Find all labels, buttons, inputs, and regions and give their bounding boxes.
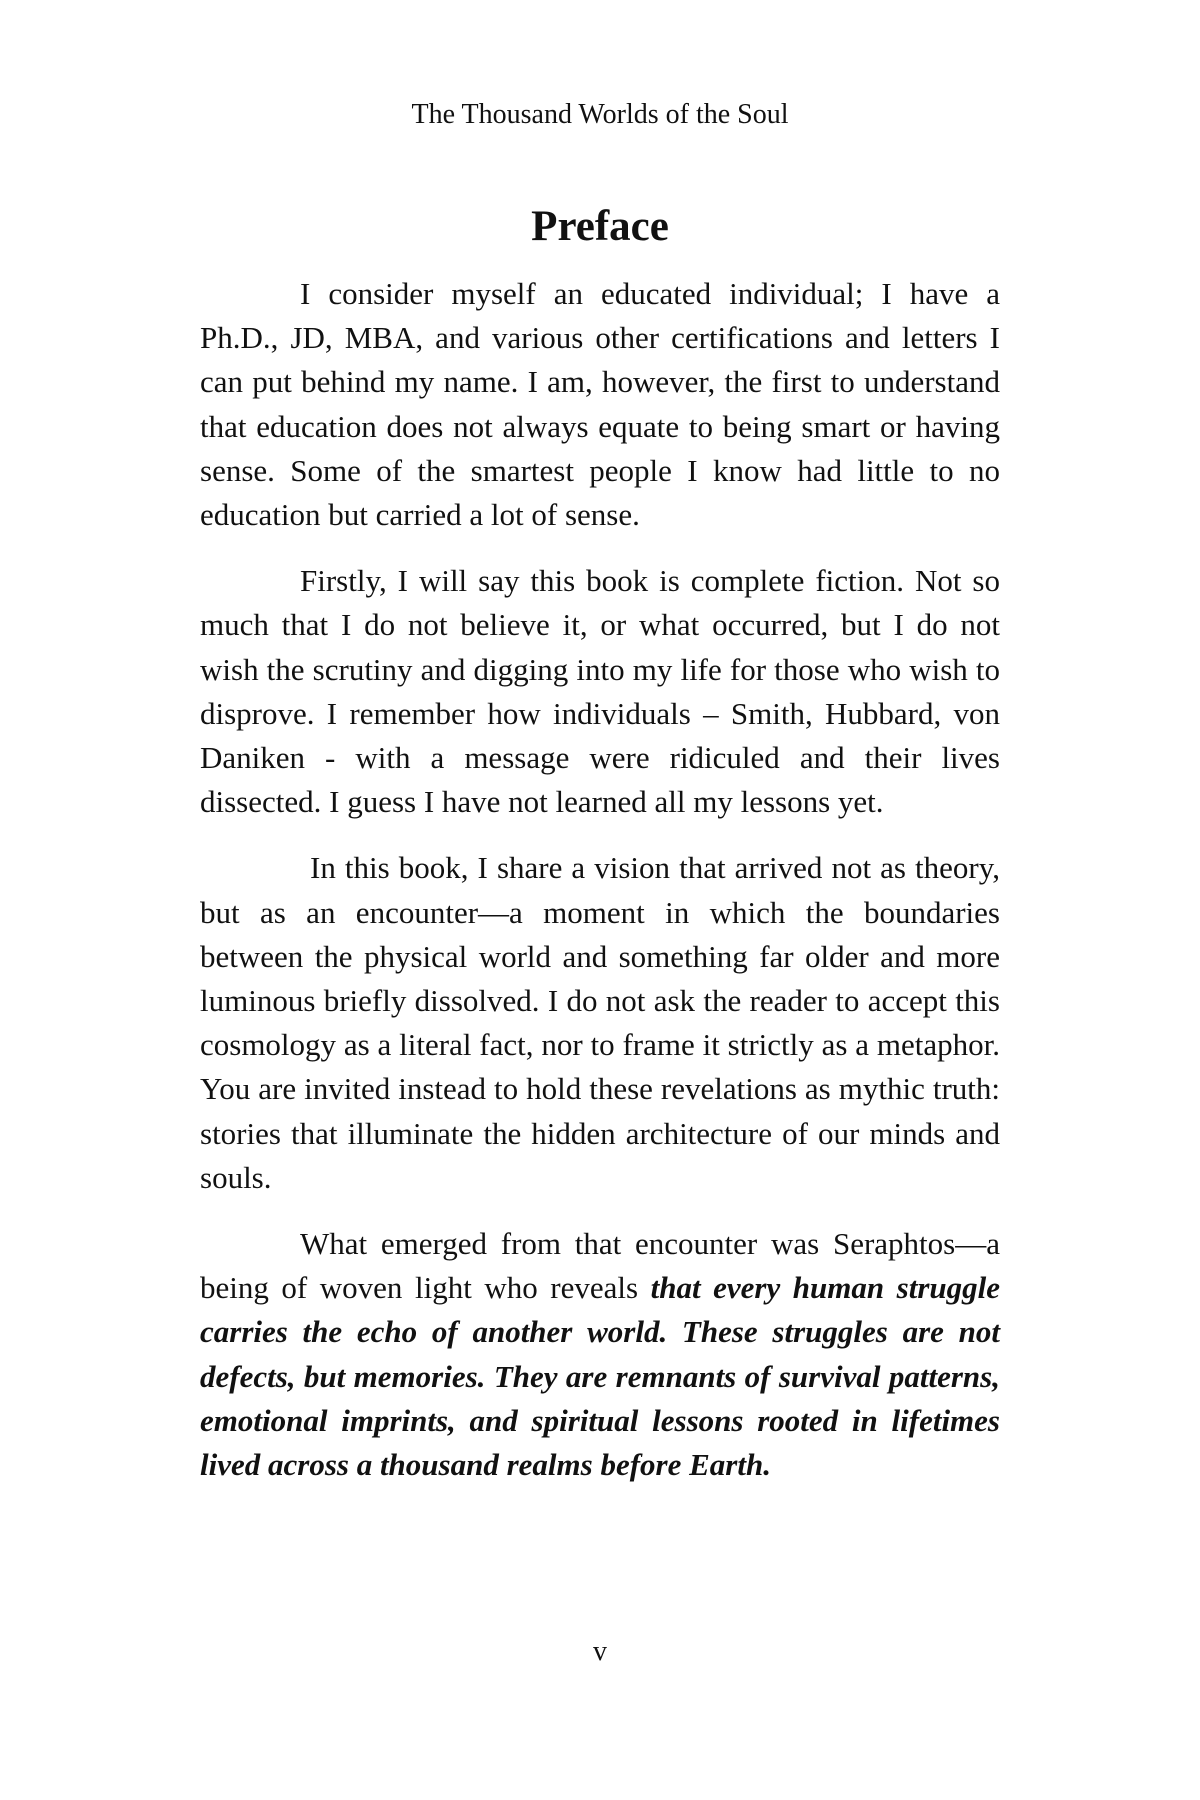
paragraph-4-emphasis: that every human struggle carries the echo of another world. These struggles are not defects, but memories. They are remnants of survival patterns, emotional imprints, and spiritual lessons rooted in lifetimes lived across a thousand realms before Earth.	[200, 1270, 1000, 1483]
chapter-title: Preface	[531, 203, 669, 250]
paragraph-2: Firstly, I will say this book is complete fiction. Not so much that I do not believe it, or what occurred, but I do not wish the scrutiny and digging into my life for those who wish to disprove. I remember how individuals – Smith, Hubbard, von Daniken - with a message were ridiculed and their lives dissected. I guess I have not learned all my lessons yet.	[200, 563, 1000, 820]
paragraph-3: In this book, I share a vision that arrived not as theory, but as an encounter—a moment in which the boundaries between the physical world and something far older and more luminous briefly dissolved. I do not ask the reader to accept this cosmology as a literal fact, nor to frame it strictly as a metaphor. You are invited instead to hold these revelations as mythic truth: stories that illuminate the hidden architecture of our minds and souls.	[200, 850, 1000, 1195]
paragraph-1: I consider myself an educated individual; I have a Ph.D., JD, MBA, and various other certifications and letters I can put behind my name. I am, however, the first to understand that education does not always equate to being smart or having sense. Some of the smartest people I know had little to no education but carried a lot of sense.	[200, 276, 1000, 533]
paragraph-4	[200, 1222, 1000, 1487]
paragraph-4-lead: What emerged from that encounter was Seraphtos—a being of woven light who reveals	[200, 1226, 1000, 1306]
running-header: The Thousand Worlds of the Soul	[411, 99, 789, 130]
page-number: v	[593, 1636, 607, 1667]
body-text	[200, 272, 1000, 1509]
